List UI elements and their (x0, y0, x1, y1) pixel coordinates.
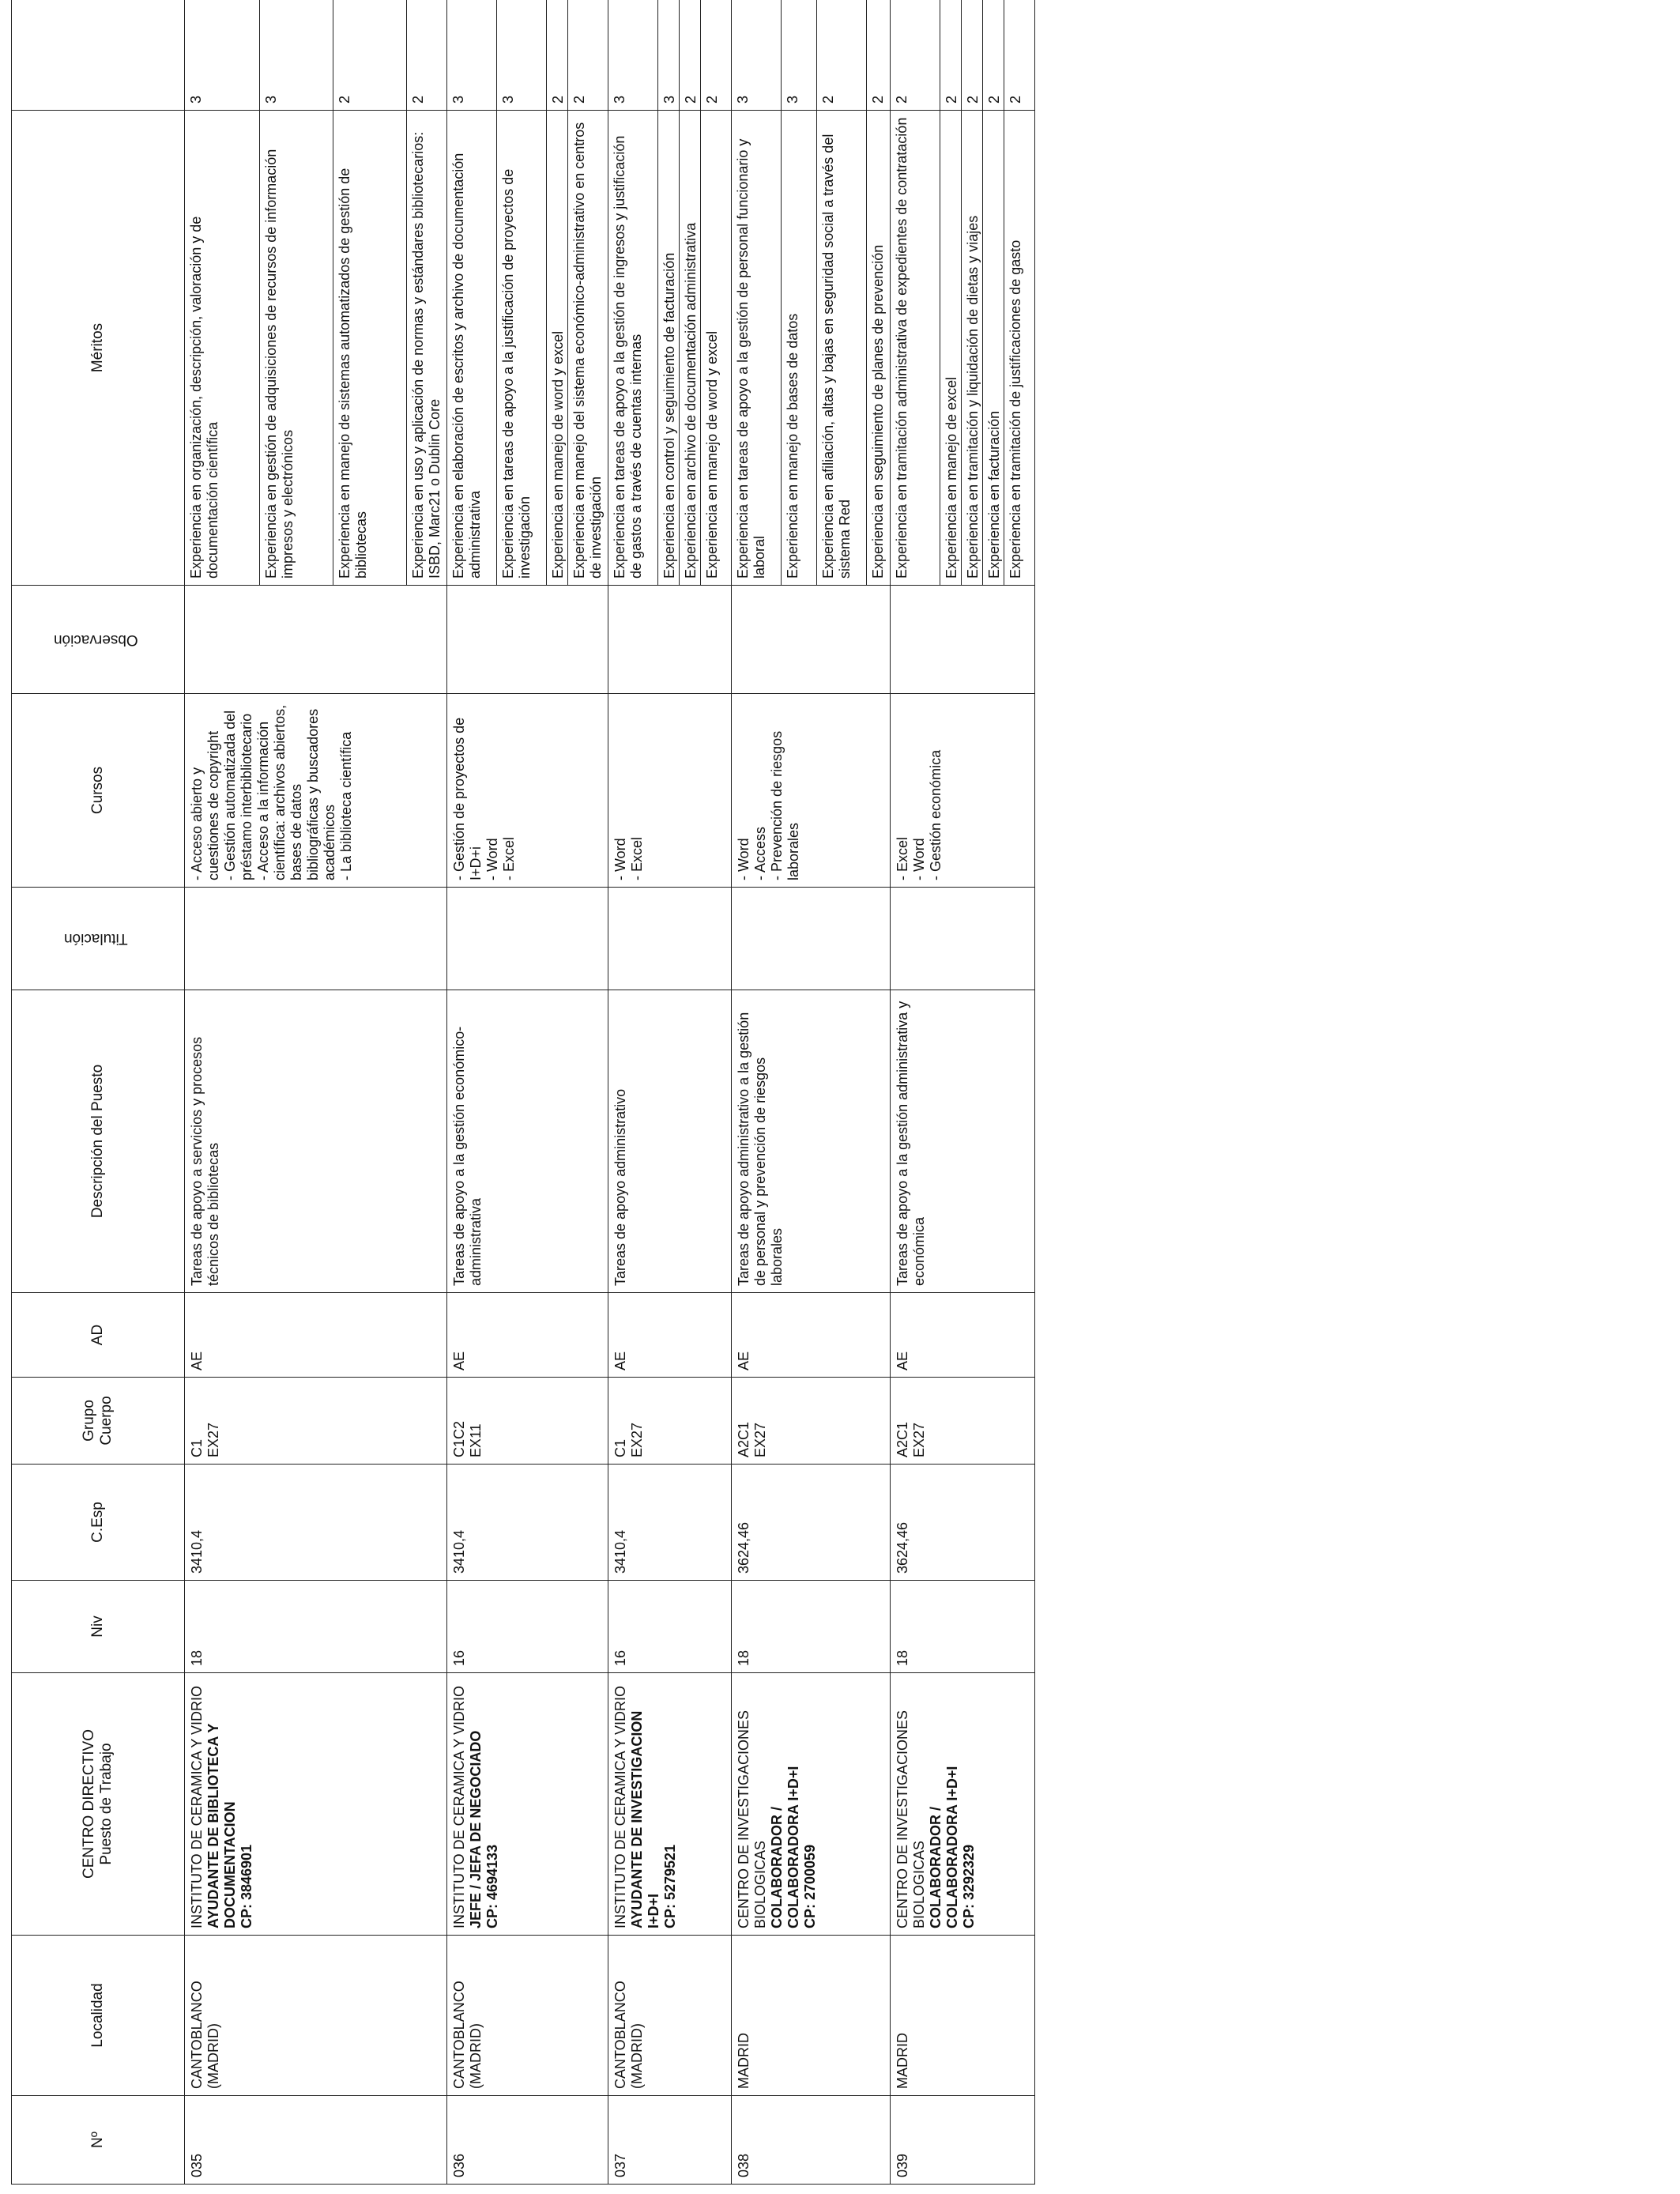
merito-points: 2 (410, 95, 426, 104)
cell-titulacion (447, 888, 608, 990)
rotated-page (11, 11, 1117, 2185)
cell-titulacion (732, 888, 891, 990)
cell-ad: AE (732, 1293, 891, 1378)
centro-name: INSTITUTO DE CERAMICA Y VIDRIO (189, 1685, 205, 1928)
merito-points: 3 (658, 0, 680, 110)
merito-points: 2 (547, 0, 568, 110)
cell-descripcion: Tareas de apoyo a la gestión administrativa y económica (891, 990, 1035, 1293)
cell-puntos (608, 0, 732, 111)
cell-puntos (891, 0, 1035, 111)
grupo-value: C1 (189, 1438, 205, 1457)
cell-grupo (185, 1378, 447, 1465)
cell-cursos (732, 694, 891, 888)
curso-item: - La biblioteca científica (338, 731, 354, 880)
cell-grupo (608, 1378, 732, 1465)
curso-item: - Excel (501, 836, 517, 880)
puesto-name: COLABORADOR / COLABORADORA I+D+I (928, 1766, 960, 1928)
header-observacion: Observación (12, 586, 185, 694)
cell-n: 035 (185, 2096, 447, 2185)
cell-cursos (185, 694, 447, 888)
cell-localidad: CANTOBLANCO (MADRID) (447, 1936, 608, 2096)
cell-ad: AE (891, 1293, 1035, 1378)
header-centro: CENTRO DIRECTIVO Puesto de Trabajo (12, 1673, 185, 1936)
puesto-name: AYUDANTE DE INVESTIGACION I+D+I (629, 1710, 661, 1928)
merito-points: 3 (185, 0, 260, 110)
merito-points: 2 (333, 0, 407, 110)
curso-item: - Acceso abierto y cuestiones de copyright (189, 730, 221, 880)
header-meritos: Méritos (12, 111, 185, 586)
merito-item: Experiencia en seguimiento de planes de prevención (870, 244, 886, 579)
merito-points: 2 (891, 0, 940, 110)
cell-n: 037 (608, 2096, 732, 2185)
curso-item: - Word (612, 838, 628, 880)
cell-n: 039 (891, 2096, 1035, 2185)
cell-ad: AE (447, 1293, 608, 1378)
curso-item: - Word (484, 838, 500, 880)
cuerpo-value: EX27 (205, 1422, 221, 1457)
header-cesp: C.Esp (12, 1465, 185, 1581)
cell-n: 038 (732, 2096, 891, 2185)
cell-meritos (891, 111, 1035, 586)
header-niv: Niv (12, 1581, 185, 1673)
cell-centro (732, 1673, 891, 1936)
cell-grupo (891, 1378, 1035, 1465)
merito-item: Experiencia en afiliación, altas y bajas en seguridad social a través del sistema Red (817, 111, 867, 585)
grupo-value: A2C1 (895, 1421, 910, 1457)
job-positions-table (11, 0, 1035, 2185)
cp-code: CP: 3846901 (239, 1844, 254, 1928)
cell-meritos (608, 111, 732, 586)
merito-item: Experiencia en tramitación administrativa de expedientes de contratación (891, 111, 940, 585)
table-body (185, 0, 1035, 2185)
centro-name: INSTITUTO DE CERAMICA Y VIDRIO (612, 1685, 628, 1928)
cell-n: 036 (447, 2096, 608, 2185)
curso-item: - Excel (629, 836, 645, 880)
cell-observacion (447, 586, 608, 694)
merito-item: Experiencia en tareas de apoyo a la gestión de ingresos y justificación de gastos a través de cuentas internas (608, 111, 658, 585)
cp-code: CP: 3292329 (961, 1844, 977, 1928)
cell-cesp: 3624,46 (732, 1465, 891, 1581)
cell-grupo (447, 1378, 608, 1465)
cell-niv: 18 (891, 1581, 1035, 1673)
puesto-name: COLABORADOR / COLABORADORA I+D+I (769, 1766, 801, 1928)
cell-cursos (447, 694, 608, 888)
cell-meritos (185, 111, 447, 586)
merito-points: 2 (680, 0, 701, 110)
cell-descripcion: Tareas de apoyo a servicios y procesos técnicos de bibliotecas (185, 990, 447, 1293)
cell-titulacion (608, 888, 732, 990)
cell-cursos (608, 694, 732, 888)
table-row (732, 0, 891, 2185)
centro-name: CENTRO DE INVESTIGACIONES BIOLOGICAS (895, 1710, 927, 1928)
merito-item: Experiencia en tareas de apoyo a la justificación de proyectos de investigación (497, 111, 547, 585)
cell-localidad: CANTOBLANCO (MADRID) (608, 1936, 732, 2096)
cell-niv: 16 (447, 1581, 608, 1673)
merito-points: 3 (608, 0, 658, 110)
cuerpo-value: EX27 (752, 1422, 768, 1457)
merito-points: 2 (817, 0, 867, 110)
cp-code: CP: 4694133 (484, 1844, 500, 1928)
header-ad: AD (12, 1293, 185, 1378)
curso-item: - Word (911, 838, 927, 880)
merito-item: Experiencia en tramitación de justificaciones de gasto (1008, 239, 1023, 579)
table-row (447, 0, 608, 2185)
merito-item: Experiencia en control y seguimiento de facturación (658, 111, 680, 585)
header-titulacion: Titulación (12, 888, 185, 990)
cell-centro (891, 1673, 1035, 1936)
cell-titulacion (891, 888, 1035, 990)
merito-item: Experiencia en gestión de adquisiciones de recursos de información impresos y electrónicos (260, 111, 333, 585)
merito-item: Experiencia en elaboración de escritos y archivo de documentación administrativa (447, 111, 497, 585)
merito-points: 2 (704, 95, 720, 104)
curso-item: - Gestión económica (928, 749, 944, 880)
merito-points: 3 (497, 0, 547, 110)
cell-observacion (732, 586, 891, 694)
cell-descripcion: Tareas de apoyo a la gestión económico-administrativa (447, 990, 608, 1293)
grupo-value: C1C2 (451, 1420, 467, 1457)
header-n: Nº (12, 2096, 185, 2185)
grupo-value: A2C1 (736, 1421, 751, 1457)
merito-points: 2 (571, 95, 587, 104)
header-localidad: Localidad (12, 1936, 185, 2096)
cell-localidad: CANTOBLANCO (MADRID) (185, 1936, 447, 2096)
merito-points: 3 (447, 0, 497, 110)
header-puntos (12, 0, 185, 111)
merito-points: 2 (983, 0, 1004, 110)
cell-observacion (185, 586, 447, 694)
merito-item: Experiencia en uso y aplicación de normas y estándares bibliotecarios: ISBD, Marc21 o Dublin Core (410, 131, 443, 579)
cell-meritos (447, 111, 608, 586)
cell-observacion (891, 586, 1035, 694)
cell-cesp: 3410,4 (185, 1465, 447, 1581)
cell-cursos (891, 694, 1035, 888)
merito-points: 2 (962, 0, 983, 110)
cell-meritos (732, 111, 891, 586)
cuerpo-value: EX27 (629, 1422, 645, 1457)
header-row (12, 0, 185, 2185)
puesto-name: JEFE / JEFA DE NEGOCIADO (468, 1730, 484, 1928)
cell-niv: 16 (608, 1581, 732, 1673)
merito-item: Experiencia en manejo de word y excel (704, 330, 720, 579)
cell-ad: AE (608, 1293, 732, 1378)
merito-points: 3 (782, 0, 817, 110)
curso-item: - Word (736, 838, 751, 880)
cuerpo-value: EX11 (468, 1423, 484, 1457)
cell-puntos (185, 0, 447, 111)
cell-descripcion: Tareas de apoyo administrativo a la gestión de personal y prevención de riesgos laborales (732, 990, 891, 1293)
merito-points: 3 (732, 0, 782, 110)
centro-name: CENTRO DE INVESTIGACIONES BIOLOGICAS (736, 1710, 768, 1928)
table-row (608, 0, 732, 2185)
merito-item: Experiencia en manejo de excel (940, 111, 962, 585)
cp-code: CP: 5279521 (662, 1844, 678, 1928)
cell-centro (608, 1673, 732, 1936)
curso-item: - Access (752, 826, 768, 880)
merito-item: Experiencia en manejo de sistemas automatizados de gestión de bibliotecas (333, 111, 407, 585)
merito-points: 3 (260, 0, 333, 110)
curso-item: - Prevención de riesgos laborales (769, 730, 801, 880)
cp-code: CP: 2700059 (802, 1844, 818, 1928)
cell-descripcion: Tareas de apoyo administrativo (608, 990, 732, 1293)
header-grupo: Grupo Cuerpo (12, 1378, 185, 1465)
curso-item: - Gestión de proyectos de I+D+i (451, 717, 484, 880)
merito-points: 2 (870, 95, 886, 104)
cell-titulacion (185, 888, 447, 990)
cuerpo-value: EX27 (911, 1422, 927, 1457)
curso-item: - Gestión automatizada del préstamo interbibliotecario (222, 710, 254, 880)
merito-item: Experiencia en tareas de apoyo a la gestión de personal funcionario y laboral (732, 111, 782, 585)
merito-points: 2 (940, 0, 962, 110)
cell-cesp: 3410,4 (447, 1465, 608, 1581)
cell-centro (185, 1673, 447, 1936)
merito-points: 2 (1008, 95, 1023, 104)
cell-cesp: 3410,4 (608, 1465, 732, 1581)
header-descripcion: Descripción del Puesto (12, 990, 185, 1293)
merito-item: Experiencia en manejo de word y excel (547, 111, 568, 585)
curso-item: - Acceso a la información científica: archivos abiertos, bases de datos bibliográficas y buscadores académicos (255, 704, 337, 880)
cell-puntos (447, 0, 608, 111)
grupo-value: C1 (612, 1438, 628, 1457)
cell-cesp: 3624,46 (891, 1465, 1035, 1581)
header-cursos: Cursos (12, 694, 185, 888)
merito-item: Experiencia en organización, descripción, valoración y de documentación científica (185, 111, 260, 585)
cell-localidad: MADRID (732, 1936, 891, 2096)
puesto-name: AYUDANTE DE BIBLIOTECA Y DOCUMENTACION (205, 1723, 238, 1928)
cell-localidad: MADRID (891, 1936, 1035, 2096)
table-row (185, 0, 447, 2185)
cell-ad: AE (185, 1293, 447, 1378)
cell-niv: 18 (732, 1581, 891, 1673)
centro-name: INSTITUTO DE CERAMICA Y VIDRIO (451, 1685, 467, 1928)
cell-observacion (608, 586, 732, 694)
merito-item: Experiencia en facturación (983, 111, 1004, 585)
merito-item: Experiencia en tramitación y liquidación de dietas y viajes (962, 111, 983, 585)
cell-centro (447, 1673, 608, 1936)
cell-puntos (732, 0, 891, 111)
cell-niv: 18 (185, 1581, 447, 1673)
merito-item: Experiencia en manejo de bases de datos (782, 111, 817, 585)
merito-item: Experiencia en manejo del sistema económico-administrativo en centros de investigación (571, 122, 604, 579)
merito-item: Experiencia en archivo de documentación administrativa (680, 111, 701, 585)
table-row (891, 0, 1035, 2185)
cell-grupo (732, 1378, 891, 1465)
curso-item: - Excel (895, 836, 910, 880)
